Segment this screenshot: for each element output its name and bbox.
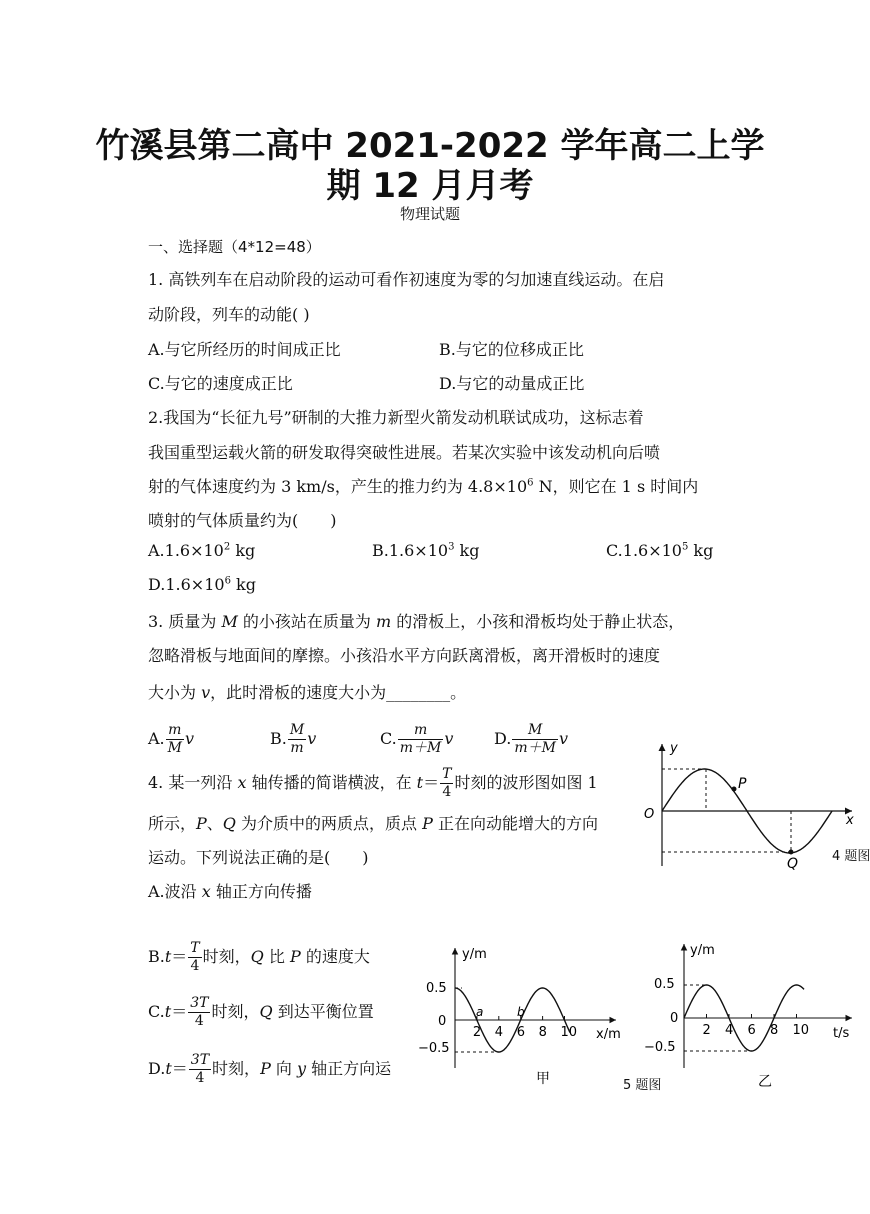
figure-5-caption: 5 题图 [623, 1078, 662, 1093]
x-tick-label: 2 [702, 1023, 711, 1038]
q2-line4: 喷射的气体质量约为( ) [148, 511, 337, 530]
graph-name-yi: 乙 [758, 1074, 772, 1090]
q4-line1: 4. 某一列沿 x 轴传播的简谐横波，在 t＝ $\frac{T}{4}$ 时刻的波形图如图 1 [148, 766, 598, 800]
x-axis-label: x [846, 813, 854, 828]
q2-line3: 射的气体速度约为 3 km/s，产生的推力约为 $4.8\times 10^6$ N，则它在 1 s 时间内 [148, 477, 699, 496]
y-tick-pos: 0.5 [426, 981, 447, 996]
q2-option-c: $C.1.6\times 10^5$ kg [606, 541, 714, 560]
y-axis-label: y [670, 741, 678, 756]
x-tick-label: 10 [560, 1025, 578, 1040]
figure-4-wave [640, 738, 860, 873]
x-tick-label: 8 [538, 1025, 547, 1040]
point-p-label: P [738, 776, 747, 792]
q1-option-c: C.与它的速度成正比 [148, 374, 293, 393]
origin-label: O [644, 807, 655, 822]
point-q-label: Q [787, 856, 799, 872]
q1-option-a: A.与它所经历的时间成正比 [148, 340, 341, 359]
q3-option-b: B. $\frac{M}{m}$ v [270, 722, 317, 756]
q3-line1: 3. 质量为 M 的小孩站在质量为 m 的滑板上，小孩和滑板均处于静止状态， [148, 612, 685, 631]
q4-line2: 所示，P、Q 为介质中的两质点，质点 P 正在向动能增大的方向 [148, 814, 598, 833]
y-tick-neg: −0.5 [418, 1041, 450, 1056]
figure-5-graph-jia [418, 940, 633, 1090]
q3-line2: 忽略滑板与地面间的摩擦。小孩沿水平方向跃离滑板，离开滑板时的速度 [148, 646, 661, 665]
q1-option-b: B.与它的位移成正比 [439, 340, 584, 359]
q1-option-d: D.与它的动量成正比 [439, 374, 585, 393]
paper-title-line1: 竹溪县第二高中 2021-2022 学年高二上学 [95, 126, 765, 166]
y-tick-neg: −0.5 [644, 1040, 676, 1055]
point-p [732, 787, 737, 792]
q4-line3: 运动。下列说法正确的是( ) [148, 848, 369, 867]
y-tick-zero: 0 [438, 1014, 447, 1029]
paper-title-line2: 期 12 月月考 [326, 166, 534, 206]
y-axis-label: y/m [462, 947, 487, 962]
x-tick-label: 6 [747, 1023, 756, 1038]
y-axis-label: y/m [690, 943, 715, 958]
q4-option-a: A.波沿 x 轴正方向传播 [148, 882, 312, 901]
x-tick-label: 4 [494, 1025, 504, 1040]
graph-name-jia: 甲 [536, 1071, 550, 1087]
q3-option-d: D. $\frac{M}{m+M}$ v [494, 722, 569, 756]
paper-subtitle: 物理试题 [399, 205, 460, 223]
y-tick-zero: 0 [670, 1011, 679, 1026]
q4-option-c: C.t＝ $\frac{3T}{4}$ 时刻，Q 到达平衡位置 [148, 995, 374, 1029]
x-axis-label: t/s [833, 1026, 850, 1041]
q3-line3: 大小为 v，此时滑板的速度大小为________。 [148, 683, 467, 702]
y-tick-pos: 0.5 [654, 977, 675, 992]
q2-option-d: $D.1.6\times 10^6$ kg [148, 575, 256, 594]
x-tick-label: 10 [792, 1023, 810, 1038]
figure-5-graph-yi [640, 940, 860, 1090]
q3-option-c: C. $\frac{m}{m+M}$ v [380, 722, 454, 756]
point-q [789, 850, 794, 855]
point-a-label: a [476, 1005, 484, 1019]
q2-option-a: $A.1.6\times 10^2$ kg [148, 541, 256, 560]
q3-option-a: A. $\frac{m}{M}$ v [148, 722, 195, 756]
figure-4-caption: 4 题图 [832, 849, 870, 864]
q4-option-b: B.t＝ $\frac{T}{4}$ 时刻，Q 比 P 的速度大 [148, 940, 370, 974]
point-b-label: b [517, 1005, 525, 1019]
q2-option-b: $B.1.6\times 10^3$ kg [372, 541, 480, 560]
x-axis-label: x/m [596, 1027, 621, 1042]
q1-line2: 动阶段，列车的动能( ) [148, 305, 310, 324]
section-heading: 一、选择题（4*12=48） [148, 238, 321, 256]
x-tick-label: 4 [725, 1023, 734, 1038]
x-tick-label: 6 [516, 1025, 525, 1040]
q4-option-d: D.t＝ $\frac{3T}{4}$ 时刻，P 向 y 轴正方向运 [148, 1052, 392, 1086]
x-tick-label: 2 [472, 1025, 482, 1040]
q2-line2: 我国重型运载火箭的研发取得突破性进展。若某次实验中该发动机向后喷 [148, 443, 661, 462]
q1-line1: 1. 高铁列车在启动阶段的运动可看作初速度为零的匀加速直线运动。在启 [148, 270, 665, 289]
q2-line1: 2.我国为“长征九号”研制的大推力新型火箭发动机联试成功，这标志着 [148, 408, 644, 427]
x-tick-label: 8 [770, 1023, 779, 1038]
